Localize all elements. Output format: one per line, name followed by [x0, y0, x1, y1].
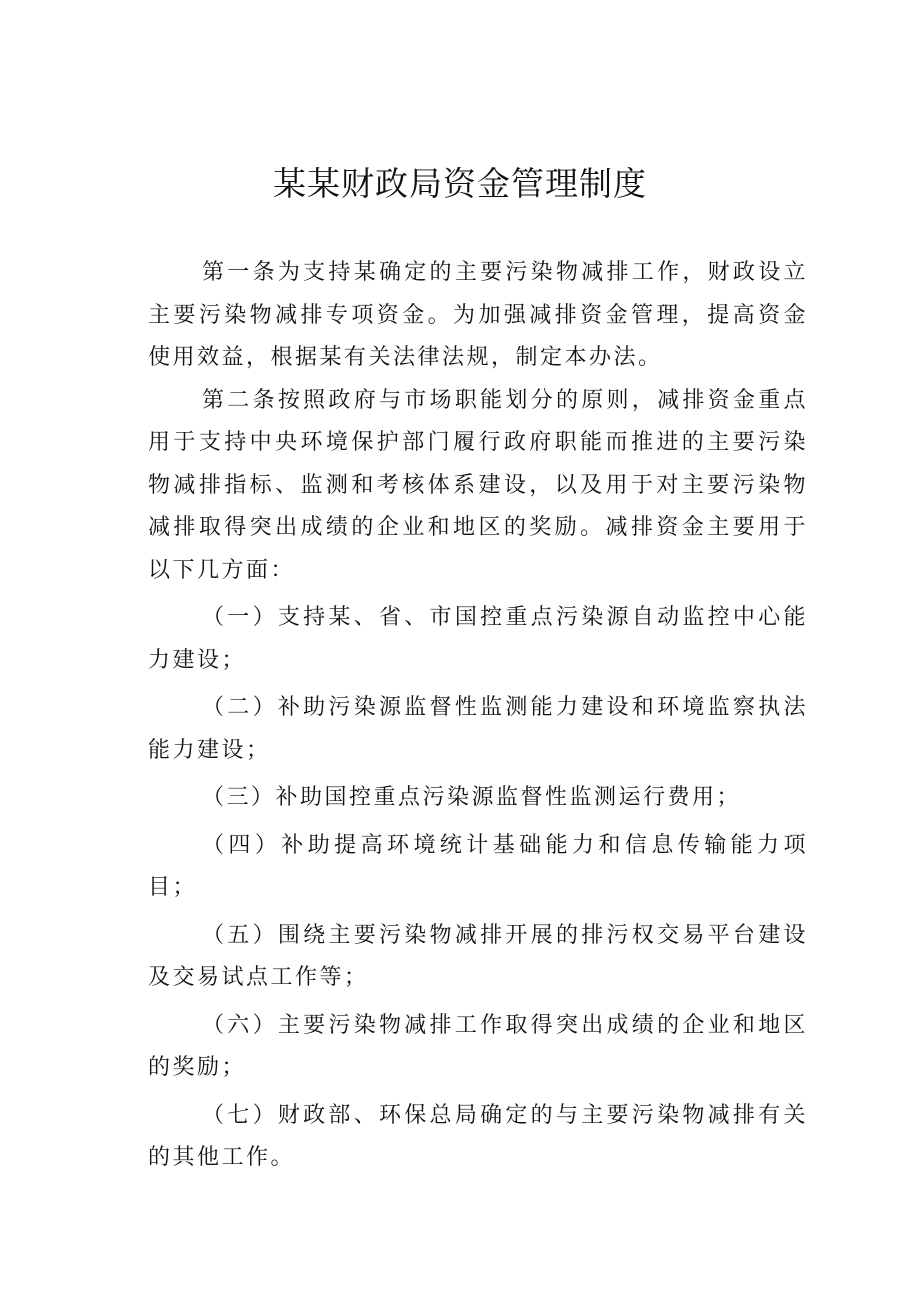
document-body — [148, 252, 808, 1180]
list-item: （七）财政部、环保总局确定的与主要污染物减排有关的其他工作。 — [148, 1102, 808, 1170]
article-paragraph: 第二条按照政府与市场职能划分的原则，减排资金重点用于支持中央环境保护部门履行政府职能而推进的主要污染物减排指标、监测和考核体系建设，以及用于对主要污染物减排取得突出成绩的企业和地区的奖励。减排资金主要用于以下几方面： — [148, 387, 808, 583]
list-item: （六）主要污染物减排工作取得突出成绩的企业和地区的奖励； — [148, 1012, 808, 1080]
document-title: 某某财政局资金管理制度 — [273, 164, 647, 203]
list-item: （一）支持某、省、市国控重点污染源自动监控中心能力建设； — [148, 605, 808, 673]
list-item: （五）围绕主要污染物减排开展的排污权交易平台建设及交易试点工作等； — [148, 922, 808, 990]
list-item: （四）补助提高环境统计基础能力和信息传输能力项目； — [148, 832, 808, 900]
list-item: （三）补助国控重点污染源监督性监测运行费用； — [202, 785, 742, 810]
article-paragraph: 第一条为支持某确定的主要污染物减排工作，财政设立主要污染物减排专项资金。为加强减排资金管理，提高资金使用效益，根据某有关法律法规，制定本办法。 — [148, 260, 808, 370]
list-item: （二）补助污染源监督性监测能力建设和环境监察执法能力建设； — [148, 695, 808, 763]
